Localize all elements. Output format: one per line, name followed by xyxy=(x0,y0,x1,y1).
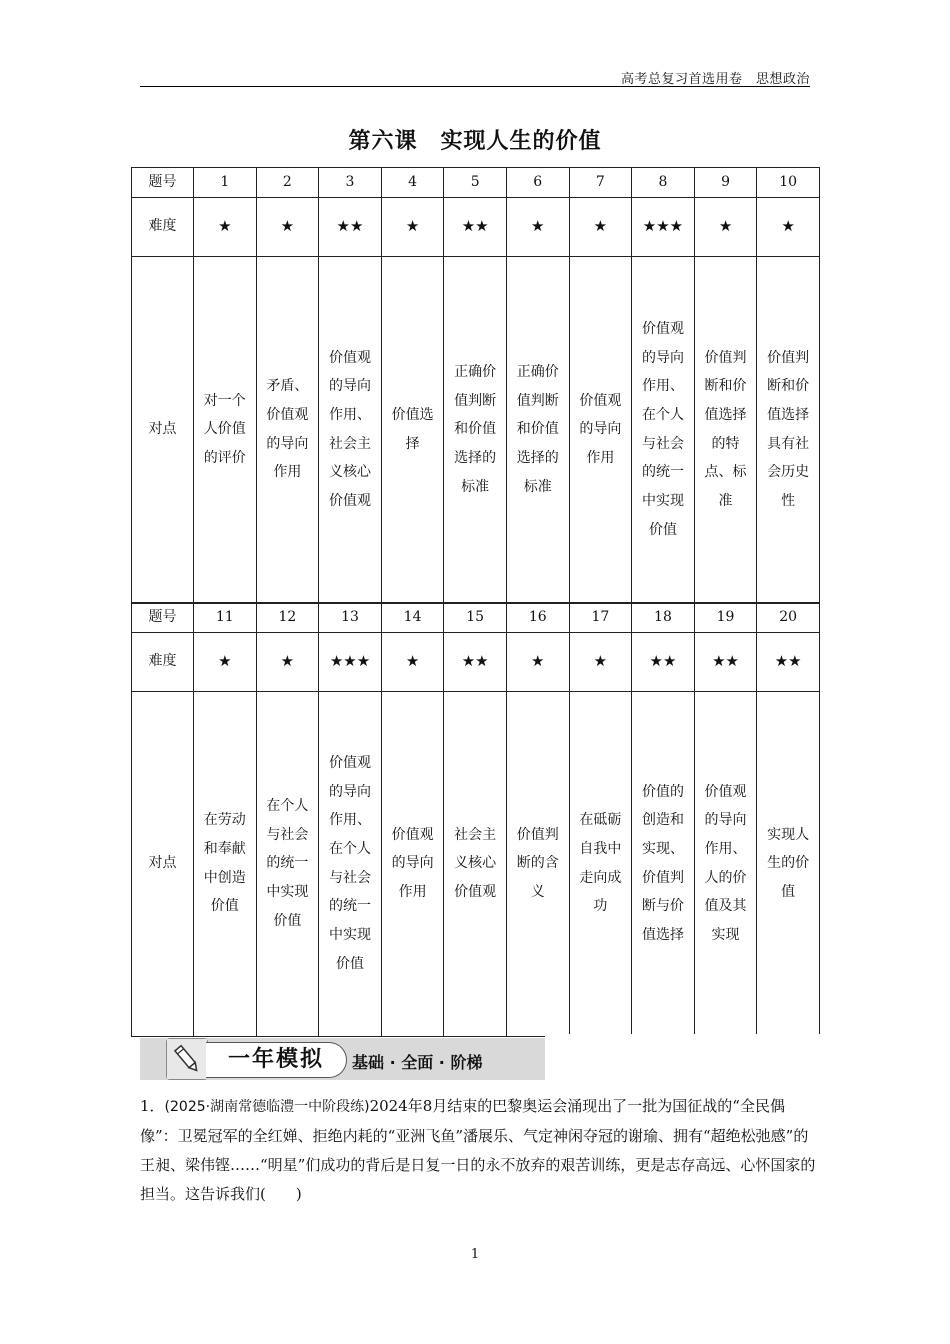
section-tag: 一年模拟 xyxy=(206,1042,347,1078)
cell-knowledge-point: 社会主义核心价值观 xyxy=(444,691,507,1036)
section-subtitle: 基础 · 全面 · 阶梯 xyxy=(352,1053,483,1072)
row-label-difficulty: 难度 xyxy=(132,632,194,691)
row-label-difficulty: 难度 xyxy=(132,197,194,256)
cell-difficulty-stars: ★★★ xyxy=(632,197,695,256)
cell-knowledge-point: 价值观的导向作用 xyxy=(569,256,632,603)
cell-question-number: 7 xyxy=(569,168,632,198)
header-text: 高考总复习首选用卷 思想政治 xyxy=(620,72,810,87)
question-1 xyxy=(140,1092,820,1209)
cell-question-number: 2 xyxy=(256,168,319,198)
page-title: 第六课 实现人生的价值 xyxy=(348,129,602,154)
cell-difficulty-stars: ★ xyxy=(757,197,820,256)
cell-question-number: 15 xyxy=(444,603,507,633)
cell-question-number: 18 xyxy=(632,603,695,633)
cell-knowledge-point: 价值观的导向作用、社会主义核心价值观 xyxy=(319,256,382,603)
cell-difficulty-stars: ★ xyxy=(381,632,444,691)
cell-question-number: 17 xyxy=(569,603,632,633)
table-questions-11-20 xyxy=(131,602,820,1037)
table-row-knowledge-point xyxy=(132,256,820,603)
row-label-number: 题号 xyxy=(132,603,194,633)
cell-question-number: 8 xyxy=(632,168,695,198)
table-row-number xyxy=(132,603,820,633)
cell-question-number: 4 xyxy=(381,168,444,198)
cell-question-number: 6 xyxy=(506,168,569,198)
cell-knowledge-point: 价值观的导向作用 xyxy=(381,691,444,1036)
cell-knowledge-point: 价值观的导向作用、人的价值及其实现 xyxy=(694,691,757,1036)
cell-knowledge-point: 正确价值判断和价值选择的标准 xyxy=(444,256,507,603)
cell-difficulty-stars: ★★ xyxy=(444,632,507,691)
cell-knowledge-point: 在砥砺自我中走向成功 xyxy=(569,691,632,1036)
section-banner xyxy=(140,1038,545,1080)
cell-difficulty-stars: ★★★ xyxy=(319,632,382,691)
table-questions-1-10 xyxy=(131,167,820,604)
cell-difficulty-stars: ★ xyxy=(256,197,319,256)
table-bottom-mask xyxy=(545,1034,825,1074)
cell-difficulty-stars: ★ xyxy=(194,632,257,691)
cell-difficulty-stars: ★ xyxy=(256,632,319,691)
cell-question-number: 20 xyxy=(757,603,820,633)
cell-question-number: 10 xyxy=(757,168,820,198)
cell-knowledge-point: 价值选择 xyxy=(381,256,444,603)
cell-question-number: 11 xyxy=(194,603,257,633)
cell-difficulty-stars: ★★ xyxy=(694,632,757,691)
cell-knowledge-point: 在个人与社会的统一中实现价值 xyxy=(256,691,319,1036)
page-number: 1 xyxy=(470,1247,480,1262)
cell-question-number: 16 xyxy=(506,603,569,633)
cell-difficulty-stars: ★ xyxy=(694,197,757,256)
row-label-knowledge-point: 对点 xyxy=(132,691,194,1036)
cell-difficulty-stars: ★★ xyxy=(632,632,695,691)
cell-question-number: 14 xyxy=(381,603,444,633)
row-label-number: 题号 xyxy=(132,168,194,198)
question-number: 1． xyxy=(140,1097,165,1115)
cell-difficulty-stars: ★ xyxy=(506,632,569,691)
cell-difficulty-stars: ★ xyxy=(381,197,444,256)
table-row-difficulty xyxy=(132,632,820,691)
cell-difficulty-stars: ★ xyxy=(194,197,257,256)
cell-question-number: 13 xyxy=(319,603,382,633)
table-row-difficulty xyxy=(132,197,820,256)
cell-difficulty-stars: ★★ xyxy=(319,197,382,256)
cell-question-number: 3 xyxy=(319,168,382,198)
cell-difficulty-stars: ★★ xyxy=(444,197,507,256)
cell-question-number: 12 xyxy=(256,603,319,633)
cell-knowledge-point: 正确价值判断和价值选择的标准 xyxy=(506,256,569,603)
cell-question-number: 1 xyxy=(194,168,257,198)
cell-difficulty-stars: ★ xyxy=(569,197,632,256)
cell-knowledge-point: 价值判断的含义 xyxy=(506,691,569,1036)
cell-knowledge-point: 在劳动和奉献中创造价值 xyxy=(194,691,257,1036)
table-row-knowledge-point xyxy=(132,691,820,1036)
cell-question-number: 5 xyxy=(444,168,507,198)
row-label-knowledge-point: 对点 xyxy=(132,256,194,603)
cell-knowledge-point: 价值判断和价值选择的特点、标准 xyxy=(694,256,757,603)
cell-difficulty-stars: ★ xyxy=(569,632,632,691)
question-source: (2025·湖南常德临澧一中阶段练) xyxy=(164,1099,370,1115)
cell-knowledge-point: 价值的创造和实现、价值判断与价值选择 xyxy=(632,691,695,1036)
cell-question-number: 9 xyxy=(694,168,757,198)
cell-knowledge-point: 价值判断和价值选择具有社会历史性 xyxy=(757,256,820,603)
cell-knowledge-point: 实现人生的价值 xyxy=(757,691,820,1036)
cell-knowledge-point: 对一个人价值的评价 xyxy=(194,256,257,603)
cell-knowledge-point: 价值观的导向作用、在个人与社会的统一中实现价值 xyxy=(319,691,382,1036)
question-text: 2024年8月结束的巴黎奥运会涌现出了一批为国征战的“全民偶像”：卫冕冠军的全红婵、拒绝内耗的“亚洲飞鱼”潘展乐、气定神闲夺冠的谢瑜、拥有“超绝松弛感”的王昶、梁伟铿……“明星”们成功的背后是日复一日的永不放弃的艰苦训练，更是志存高远、心怀国家的担当。这告诉我们( ) xyxy=(140,1097,816,1203)
cell-difficulty-stars: ★ xyxy=(506,197,569,256)
table-row-number xyxy=(132,168,820,198)
pencil-icon xyxy=(166,1038,208,1080)
header-divider xyxy=(140,86,810,87)
cell-difficulty-stars: ★★ xyxy=(757,632,820,691)
cell-knowledge-point: 矛盾、价值观的导向作用 xyxy=(256,256,319,603)
cell-knowledge-point: 价值观的导向作用、在个人与社会的统一中实现价值 xyxy=(632,256,695,603)
cell-question-number: 19 xyxy=(694,603,757,633)
